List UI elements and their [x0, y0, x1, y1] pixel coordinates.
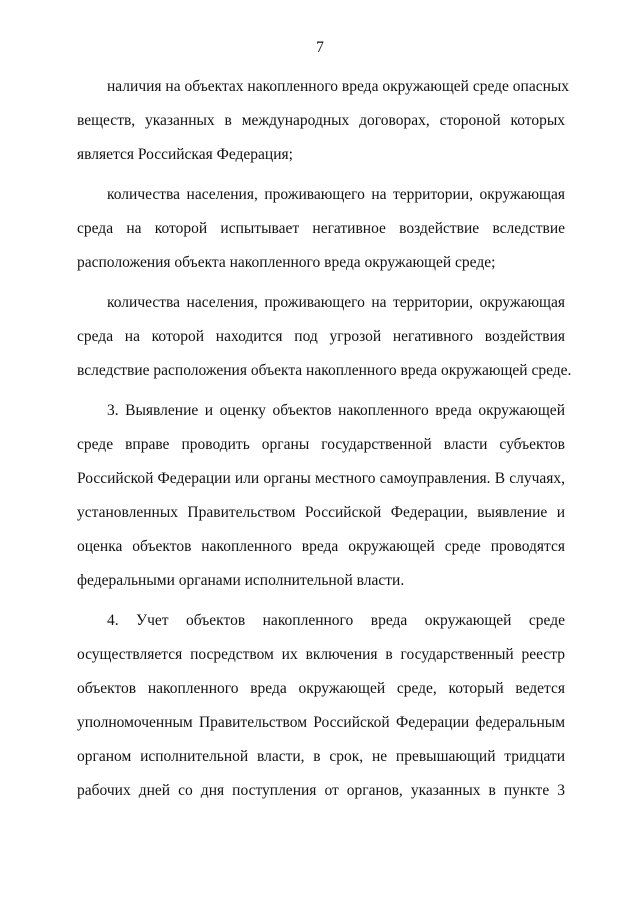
document-body: [77, 70, 572, 808]
paragraph-population-threatened: [77, 286, 572, 388]
text-line: количества населения, проживающего на территории, окружающая: [107, 294, 565, 311]
text-line: вследствие расположения объекта накопленного вреда окружающей среде.: [77, 362, 572, 379]
text-line: федеральными органами исполнительной власти.: [77, 572, 405, 589]
text-line: количества населения, проживающего на территории, окружающая: [107, 186, 565, 203]
paragraph-population-affected: [77, 178, 565, 280]
text-line: среде вправе проводить органы государственной власти субъектов: [77, 436, 565, 453]
text-line: 3. Выявление и оценку объектов накопленного вреда окружающей: [107, 402, 565, 419]
text-line: объектов накопленного вреда окружающей среде, который ведется: [77, 680, 565, 697]
text-line: среда на которой испытывает негативное воздействие вследствие: [77, 220, 565, 237]
text-line: является Российская Федерация;: [77, 146, 293, 163]
text-line: установленных Правительством Российской Федерации, выявление и: [77, 504, 565, 521]
text-line: осуществляется посредством их включения в государственный реестр: [77, 646, 565, 663]
paragraph-item-3: [77, 394, 565, 598]
text-line: веществ, указанных в международных договорах, стороной которых: [77, 112, 565, 129]
page-number: 7: [316, 39, 324, 56]
text-line: уполномоченным Правительством Российской Федерации федеральным: [77, 714, 565, 731]
text-line: среда на которой находится под угрозой негативного воздействия: [77, 328, 565, 345]
text-line: 4. Учет объектов накопленного вреда окружающей среде: [107, 612, 565, 629]
text-line: оценка объектов накопленного вреда окружающей среде проводятся: [77, 538, 565, 555]
paragraph-hazardous-substances: [77, 70, 570, 172]
text-line: Российской Федерации или органы местного самоуправления. В случаях,: [77, 470, 565, 487]
text-line: рабочих дней со дня поступления от органов, указанных в пункте 3: [77, 782, 565, 799]
text-line: органом исполнительной власти, в срок, не превышающий тридцати: [77, 748, 565, 765]
paragraph-item-4: [77, 604, 565, 808]
text-line: наличия на объектах накопленного вреда окружающей среде опасных: [107, 78, 570, 95]
text-line: расположения объекта накопленного вреда окружающей среде;: [77, 254, 496, 271]
